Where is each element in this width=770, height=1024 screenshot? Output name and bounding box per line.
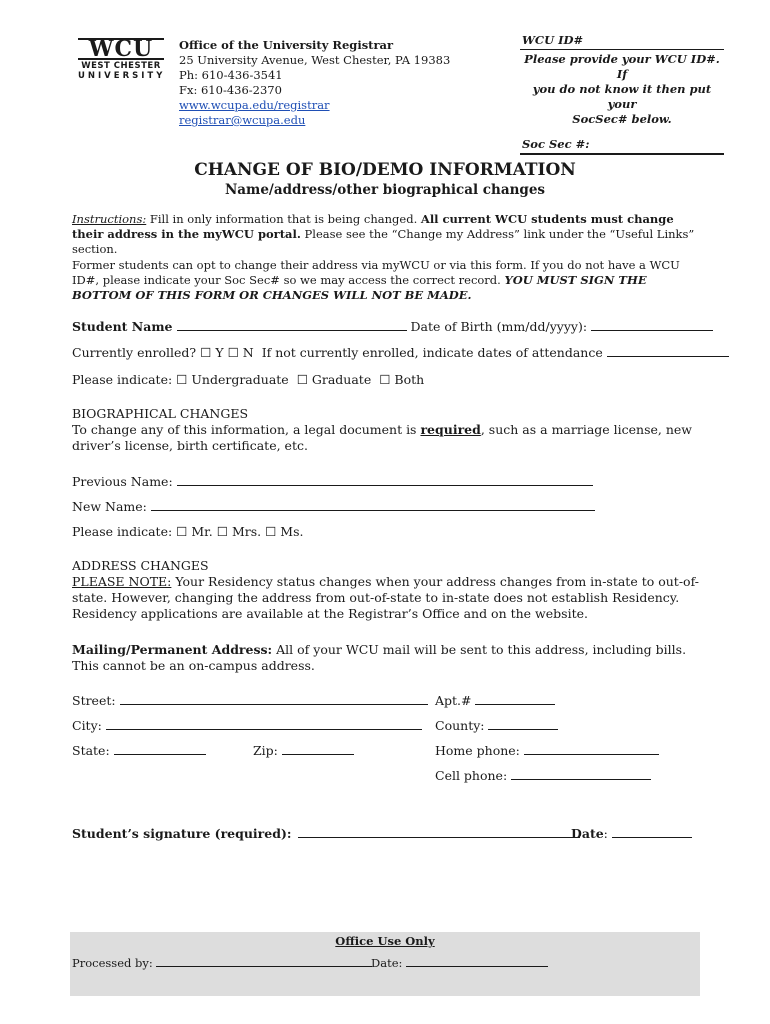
office-phone: Ph: 610-436-3541 [179, 68, 283, 82]
zip-row [253, 742, 354, 759]
enrolled-y-label: Y [215, 345, 224, 360]
dob-field[interactable] [591, 318, 713, 331]
instructions-bold: All current WCU students must change their address in the myWCU portal. [72, 212, 674, 241]
signature-date-field[interactable] [612, 825, 692, 838]
street-label: Street: [72, 693, 116, 708]
please-note-label: PLEASE NOTE: [72, 574, 172, 589]
undergrad-checkbox[interactable]: ☐ [176, 372, 188, 387]
mailing-text: All of your WCU mail will be sent to this address, including bills. This cannot be an on-campus address. [72, 642, 687, 673]
city-field[interactable] [106, 717, 422, 730]
apt-row [435, 692, 555, 709]
enrolled-n-label: N [242, 345, 254, 360]
bio-section [72, 406, 702, 454]
office-date-row [371, 956, 548, 971]
signature-date-row [571, 825, 692, 842]
previous-name-field[interactable] [177, 473, 593, 486]
level-indicate-label: Please indicate: [72, 372, 173, 387]
previous-name-row [72, 473, 593, 490]
city-label: City: [72, 718, 102, 733]
previous-name-label: Previous Name: [72, 474, 173, 489]
soc-sec-label: Soc Sec #: [522, 137, 590, 151]
signature-date-label: Date [571, 826, 604, 841]
mailing-label: Mailing/Permanent Address: [72, 642, 273, 657]
office-use-box [70, 932, 700, 996]
wcu-id-label: WCU ID# [522, 33, 584, 47]
attendance-dates-field[interactable] [607, 344, 729, 357]
apt-label: Apt.# [435, 693, 472, 708]
title-indicate-label: Please indicate: [72, 524, 173, 539]
id-instruction-line2: you do not know it then put your [532, 82, 712, 111]
must-sign-warning: YOU MUST SIGN THE BOTTOM OF THIS FORM OR CHANGES WILL NOT BE MADE. [72, 273, 647, 302]
logo-line1: WEST CHESTER [81, 61, 161, 71]
bio-text-after: , such as a marriage license, new driver’s license, birth certificate, etc. [72, 422, 692, 453]
enrolled-row [72, 344, 712, 361]
signature-field[interactable] [298, 825, 580, 838]
home-phone-row [435, 742, 659, 759]
bio-heading: BIOGRAPHICAL CHANGES [72, 406, 249, 421]
title-row [72, 524, 303, 540]
office-date-field[interactable] [406, 956, 548, 967]
zip-label: Zip: [253, 743, 278, 758]
state-row [72, 742, 206, 759]
mr-checkbox[interactable]: ☐ [176, 524, 188, 539]
student-name-field[interactable] [177, 318, 407, 331]
website-link[interactable]: www.wcupa.edu/registrar [179, 98, 330, 112]
former-students-note [72, 258, 692, 303]
residency-note-text: Your Residency status changes when your address changes from in-state to out-of-state. However, changing the address from out-of-state to in-state does not establish Residency. Residency applications are available at the Registrar’s Office and on the website. [72, 574, 699, 621]
county-label: County: [435, 718, 485, 733]
processed-row [72, 956, 372, 971]
both-checkbox[interactable]: ☐ [379, 372, 391, 387]
county-field[interactable] [488, 717, 558, 730]
state-label: State: [72, 743, 110, 758]
mr-label: Mr. [191, 524, 213, 539]
bio-text-before: To change any of this information, a legal document is [72, 422, 421, 437]
id-instruction-line3: SocSec# below. [572, 112, 672, 126]
page-title: CHANGE OF BIO/DEMO INFORMATION [194, 160, 576, 180]
former-text: Former students can opt to change their address via myWCU or via this form. If you do not have a WCU ID#, please indicate your Soc Sec# so we may access the correct record. [72, 258, 680, 287]
new-name-label: New Name: [72, 499, 147, 514]
undergrad-label: Undergraduate [191, 372, 289, 387]
signature-label: Student’s signature (required): [72, 826, 292, 841]
dob-label: Date of Birth (mm/dd/yyyy): [410, 319, 588, 334]
street-field[interactable] [120, 692, 428, 705]
mrs-label: Mrs. [231, 524, 262, 539]
ms-label: Ms. [280, 524, 304, 539]
enrolled-label: Currently enrolled? [72, 345, 197, 360]
signature-row [72, 825, 580, 842]
office-use-heading: Office Use Only [335, 934, 435, 948]
id-box [520, 33, 724, 155]
graduate-label: Graduate [311, 372, 372, 387]
logo-line2: UNIVERSITY [78, 71, 166, 81]
both-label: Both [394, 372, 425, 387]
instructions-text1: Fill in only information that is being changed. [146, 212, 421, 226]
county-row [435, 717, 558, 734]
state-field[interactable] [114, 742, 206, 755]
mrs-checkbox[interactable]: ☐ [216, 524, 228, 539]
cell-phone-row [435, 767, 651, 784]
bio-text [72, 422, 702, 454]
soc-sec-field[interactable] [520, 153, 724, 155]
office-fax: Fx: 610-436-2370 [179, 83, 282, 97]
enrolled-n-checkbox[interactable]: ☐ [227, 345, 239, 360]
new-name-field[interactable] [151, 498, 595, 511]
processed-label: Processed by: [72, 956, 153, 970]
mailing-address-note [72, 642, 702, 674]
page-subtitle: Name/address/other biographical changes [224, 182, 546, 198]
id-instruction-line1: Please provide your WCU ID#. If [524, 52, 720, 81]
email-link[interactable]: registrar@wcupa.edu [179, 113, 306, 127]
id-instructions [520, 52, 724, 127]
instructions-label: Instructions: [72, 212, 147, 226]
processed-field[interactable] [156, 956, 372, 967]
level-row [72, 372, 424, 388]
street-row [72, 692, 428, 709]
zip-field[interactable] [282, 742, 354, 755]
apt-field[interactable] [475, 692, 555, 705]
office-date-label: Date: [371, 956, 403, 970]
office-info [179, 38, 479, 128]
ms-checkbox[interactable]: ☐ [265, 524, 277, 539]
cell-phone-field[interactable] [511, 767, 651, 780]
residency-note [72, 574, 702, 622]
enrolled-y-checkbox[interactable]: ☐ [200, 345, 212, 360]
new-name-row [72, 498, 595, 515]
graduate-checkbox[interactable]: ☐ [296, 372, 308, 387]
office-title: Office of the University Registrar [179, 38, 394, 52]
not-enrolled-label: If not currently enrolled, indicate dates of attendance [261, 345, 603, 360]
wcu-logo [78, 38, 164, 81]
address-heading: ADDRESS CHANGES [72, 558, 209, 573]
home-phone-label: Home phone: [435, 743, 520, 758]
cell-phone-label: Cell phone: [435, 768, 508, 783]
address-section [72, 558, 702, 622]
instructions [72, 212, 702, 257]
wcu-id-field[interactable] [520, 49, 724, 50]
signature-date-colon: : [603, 826, 608, 841]
student-name-label: Student Name [72, 319, 173, 334]
instructions-text2: Please see the “Change my Address” link under the “Useful Links” section. [72, 227, 695, 256]
office-address: 25 University Avenue, West Chester, PA 19383 [179, 53, 451, 67]
logo-wordmark: WCU [78, 38, 164, 60]
city-row [72, 717, 422, 734]
home-phone-field[interactable] [524, 742, 659, 755]
student-name-row [72, 318, 712, 335]
bio-required: required [420, 422, 481, 437]
